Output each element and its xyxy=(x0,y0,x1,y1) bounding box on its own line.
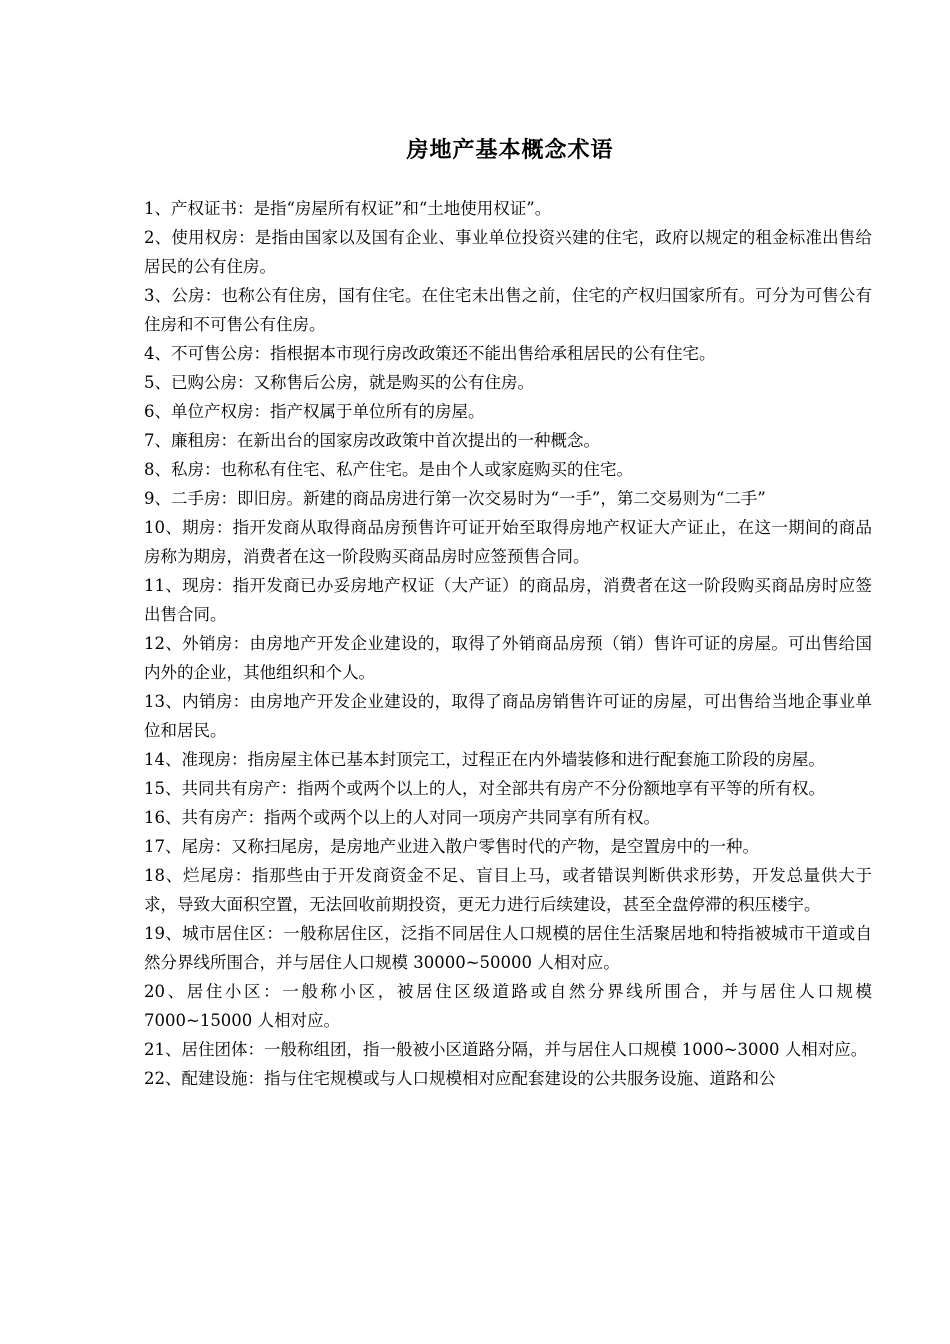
term-item-11: 11、现房：指开发商已办妥房地产权证（大产证）的商品房，消费者在这一阶段购买商品房时应签出售合同。 xyxy=(144,576,872,624)
term-item-17: 17、尾房：又称扫尾房，是房地产业进入散户零售时代的产物，是空置房中的一种。 xyxy=(144,837,759,856)
document-body xyxy=(144,194,872,1093)
term-item-6: 6、单位产权房：指产权属于单位所有的房屋。 xyxy=(144,402,485,421)
term-item-12: 12、外销房：由房地产开发企业建设的，取得了外销商品房预（销）售许可证的房屋。可出售给国内外的企业，其他组织和个人。 xyxy=(144,634,872,682)
term-item-20: 20、居住小区：一般称小区，被居住区级道路或自然分界线所围合，并与居住人口规模7000~15000 人相对应。 xyxy=(144,982,872,1030)
term-item-5: 5、已购公房：又称售后公房，就是购买的公有住房。 xyxy=(144,373,534,392)
document-title: 房地产基本概念术语 xyxy=(406,138,614,163)
term-item-16: 16、共有房产：指两个或两个以上的人对同一项房产共同享有所有权。 xyxy=(144,808,660,827)
term-item-19: 19、城市居住区：一般称居住区，泛指不同居住人口规模的居住生活聚居地和特指被城市干道或自然分界线所围合，并与居住人口规模 30000~50000 人相对应。 xyxy=(144,924,872,972)
term-item-1: 1、产权证书：是指“房屋所有权证”和“土地使用权证”。 xyxy=(144,199,552,218)
term-item-18: 18、烂尾房：指那些由于开发商资金不足、盲目上马，或者错误判断供求形势，开发总量供大于求，导致大面积空置，无法回收前期投资，更无力进行后续建设，甚至全盘停滞的积压楼宇。 xyxy=(144,866,872,914)
term-item-9: 9、二手房：即旧房。新建的商品房进行第一次交易时为“一手”，第二交易则为“二手” xyxy=(144,489,766,508)
term-item-22: 22、配建设施：指与住宅规模或与人口规模相对应配套建设的公共服务设施、道路和公 xyxy=(144,1069,776,1088)
term-item-4: 4、不可售公房：指根据本市现行房改政策还不能出售给承租居民的公有住宅。 xyxy=(144,344,716,363)
term-item-8: 8、私房：也称私有住宅、私产住宅。是由个人或家庭购买的住宅。 xyxy=(144,460,633,479)
term-item-2: 2、使用权房：是指由国家以及国有企业、事业单位投资兴建的住宅，政府以规定的租金标准出售给居民的公有住房。 xyxy=(144,228,872,276)
term-item-14: 14、准现房：指房屋主体已基本封顶完工，过程正在内外墙装修和进行配套施工阶段的房屋。 xyxy=(144,750,825,769)
term-item-3: 3、公房：也称公有住房，国有住宅。在住宅未出售之前，住宅的产权归国家所有。可分为可售公有住房和不可售公有住房。 xyxy=(144,286,872,334)
term-item-13: 13、内销房：由房地产开发企业建设的，取得了商品房销售许可证的房屋，可出售给当地企事业单位和居民。 xyxy=(144,692,872,740)
term-item-10: 10、期房：指开发商从取得商品房预售许可证开始至取得房地产权证大产证止，在这一期间的商品房称为期房，消费者在这一阶段购买商品房时应签预售合同。 xyxy=(144,518,872,566)
term-item-15: 15、共同共有房产：指两个或两个以上的人，对全部共有房产不分份额地享有平等的所有权。 xyxy=(144,779,825,798)
term-item-7: 7、廉租房：在新出台的国家房改政策中首次提出的一种概念。 xyxy=(144,431,600,450)
term-item-21: 21、居住团体：一般称组团，指一般被小区道路分隔，并与居住人口规模 1000~3000 人相对应。 xyxy=(144,1040,868,1059)
